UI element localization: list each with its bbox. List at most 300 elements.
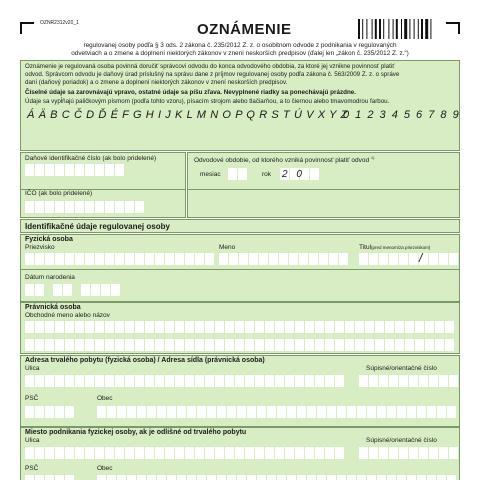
char-box[interactable] bbox=[419, 447, 428, 459]
char-box[interactable] bbox=[177, 406, 186, 418]
char-box[interactable] bbox=[165, 447, 174, 459]
char-box[interactable] bbox=[325, 447, 334, 459]
char-box[interactable] bbox=[245, 447, 254, 459]
char-box[interactable] bbox=[145, 339, 154, 351]
char-box[interactable] bbox=[105, 447, 114, 459]
char-box[interactable] bbox=[137, 475, 146, 480]
title-field[interactable] bbox=[359, 253, 459, 265]
char-box[interactable] bbox=[65, 406, 74, 418]
char-box[interactable] bbox=[117, 475, 126, 480]
char-box[interactable] bbox=[365, 339, 374, 351]
char-box[interactable] bbox=[155, 339, 164, 351]
char-box[interactable] bbox=[25, 321, 34, 333]
char-box[interactable] bbox=[355, 321, 364, 333]
char-box[interactable] bbox=[175, 253, 184, 265]
char-box[interactable] bbox=[217, 475, 226, 480]
char-box[interactable] bbox=[225, 447, 234, 459]
char-box[interactable] bbox=[155, 253, 164, 265]
char-box[interactable] bbox=[357, 475, 366, 480]
char-box[interactable] bbox=[25, 253, 34, 265]
char-box[interactable] bbox=[305, 339, 314, 351]
char-box[interactable] bbox=[255, 321, 264, 333]
char-box[interactable] bbox=[289, 253, 298, 265]
char-box[interactable] bbox=[295, 375, 304, 387]
char-box[interactable] bbox=[115, 375, 124, 387]
char-box[interactable] bbox=[255, 339, 264, 351]
char-box[interactable] bbox=[125, 447, 134, 459]
char-box[interactable] bbox=[185, 339, 194, 351]
char-box[interactable] bbox=[85, 321, 94, 333]
char-box[interactable] bbox=[379, 375, 388, 387]
char-box[interactable] bbox=[447, 406, 456, 418]
char-box[interactable] bbox=[425, 321, 434, 333]
char-box[interactable] bbox=[315, 321, 324, 333]
char-box[interactable] bbox=[335, 339, 344, 351]
char-box[interactable] bbox=[315, 339, 324, 351]
char-box[interactable] bbox=[387, 406, 396, 418]
char-box[interactable] bbox=[439, 447, 448, 459]
birth-date-field[interactable] bbox=[25, 284, 121, 296]
char-box[interactable] bbox=[297, 475, 306, 480]
char-box[interactable] bbox=[187, 475, 196, 480]
char-box[interactable] bbox=[35, 475, 44, 480]
char-box[interactable] bbox=[379, 253, 388, 265]
char-box[interactable] bbox=[305, 447, 314, 459]
char-box[interactable] bbox=[285, 375, 294, 387]
char-box[interactable] bbox=[227, 475, 236, 480]
char-box[interactable] bbox=[175, 447, 184, 459]
char-box[interactable] bbox=[135, 447, 144, 459]
char-box[interactable] bbox=[437, 406, 446, 418]
business-name-field-2[interactable] bbox=[25, 339, 455, 351]
char-box[interactable] bbox=[65, 321, 74, 333]
char-box[interactable] bbox=[399, 447, 408, 459]
char-box[interactable] bbox=[107, 406, 116, 418]
char-box[interactable] bbox=[437, 475, 446, 480]
char-box[interactable] bbox=[295, 339, 304, 351]
char-box[interactable] bbox=[307, 406, 316, 418]
ico-field[interactable] bbox=[25, 201, 145, 213]
char-box[interactable] bbox=[175, 321, 184, 333]
char-box[interactable] bbox=[277, 406, 286, 418]
char-box[interactable] bbox=[185, 321, 194, 333]
char-box[interactable] bbox=[45, 475, 54, 480]
char-box[interactable] bbox=[35, 339, 44, 351]
char-box[interactable] bbox=[339, 253, 348, 265]
char-box[interactable] bbox=[429, 375, 438, 387]
char-box[interactable] bbox=[369, 375, 378, 387]
char-box[interactable] bbox=[55, 375, 64, 387]
char-box[interactable] bbox=[95, 447, 104, 459]
char-box[interactable] bbox=[195, 375, 204, 387]
char-box[interactable] bbox=[375, 321, 384, 333]
char-box[interactable] bbox=[367, 475, 376, 480]
char-box[interactable] bbox=[249, 253, 258, 265]
char-box[interactable] bbox=[25, 339, 34, 351]
char-box[interactable] bbox=[265, 447, 274, 459]
char-box[interactable] bbox=[429, 447, 438, 459]
char-box[interactable] bbox=[95, 253, 104, 265]
char-box[interactable] bbox=[55, 339, 64, 351]
char-box[interactable] bbox=[157, 406, 166, 418]
char-box[interactable] bbox=[145, 253, 154, 265]
char-box[interactable] bbox=[245, 321, 254, 333]
char-box[interactable] bbox=[215, 447, 224, 459]
char-box[interactable] bbox=[449, 375, 458, 387]
char-box[interactable] bbox=[385, 339, 394, 351]
char-box[interactable] bbox=[237, 475, 246, 480]
char-box[interactable] bbox=[127, 406, 136, 418]
char-box[interactable] bbox=[229, 253, 238, 265]
char-box[interactable] bbox=[315, 447, 324, 459]
char-box[interactable] bbox=[45, 339, 54, 351]
char-box[interactable] bbox=[55, 321, 64, 333]
char-box[interactable] bbox=[417, 475, 426, 480]
month-field[interactable] bbox=[228, 168, 248, 180]
char-box[interactable] bbox=[235, 447, 244, 459]
char-box[interactable] bbox=[419, 375, 428, 387]
char-box[interactable] bbox=[205, 375, 214, 387]
address-street-field[interactable] bbox=[25, 375, 345, 387]
char-box[interactable] bbox=[329, 253, 338, 265]
char-box[interactable] bbox=[335, 321, 344, 333]
char-box[interactable] bbox=[115, 447, 124, 459]
address-city-field[interactable] bbox=[97, 406, 457, 418]
char-box[interactable] bbox=[427, 475, 436, 480]
char-box[interactable] bbox=[409, 375, 418, 387]
char-box[interactable] bbox=[429, 253, 438, 265]
char-box[interactable] bbox=[145, 447, 154, 459]
char-box[interactable] bbox=[267, 475, 276, 480]
char-box[interactable] bbox=[449, 253, 458, 265]
char-box[interactable] bbox=[367, 406, 376, 418]
char-box[interactable] bbox=[205, 447, 214, 459]
char-box[interactable] bbox=[135, 339, 144, 351]
char-box[interactable] bbox=[275, 321, 284, 333]
dic-field[interactable] bbox=[25, 164, 125, 176]
char-box[interactable] bbox=[335, 375, 344, 387]
char-box[interactable] bbox=[45, 375, 54, 387]
char-box[interactable] bbox=[125, 253, 134, 265]
char-box[interactable] bbox=[115, 253, 124, 265]
char-box[interactable] bbox=[407, 406, 416, 418]
char-box[interactable] bbox=[115, 321, 124, 333]
char-box[interactable] bbox=[165, 321, 174, 333]
char-box[interactable] bbox=[389, 253, 398, 265]
char-box[interactable] bbox=[439, 253, 448, 265]
char-box[interactable] bbox=[409, 447, 418, 459]
char-box[interactable] bbox=[85, 339, 94, 351]
char-box[interactable] bbox=[245, 375, 254, 387]
char-box[interactable] bbox=[285, 447, 294, 459]
char-box[interactable] bbox=[35, 406, 44, 418]
char-box[interactable] bbox=[105, 321, 114, 333]
char-box[interactable] bbox=[257, 406, 266, 418]
char-box[interactable] bbox=[55, 475, 64, 480]
char-box[interactable] bbox=[97, 406, 106, 418]
char-box[interactable] bbox=[65, 339, 74, 351]
char-box[interactable] bbox=[227, 406, 236, 418]
char-box[interactable] bbox=[107, 475, 116, 480]
char-box[interactable] bbox=[45, 406, 54, 418]
char-box[interactable] bbox=[425, 339, 434, 351]
char-box[interactable] bbox=[369, 253, 378, 265]
char-box[interactable] bbox=[397, 406, 406, 418]
char-box[interactable] bbox=[195, 339, 204, 351]
char-box[interactable] bbox=[157, 475, 166, 480]
business-number-field[interactable] bbox=[359, 447, 459, 459]
char-box[interactable] bbox=[45, 253, 54, 265]
char-box[interactable] bbox=[309, 253, 318, 265]
char-box[interactable] bbox=[165, 375, 174, 387]
char-box[interactable] bbox=[369, 447, 378, 459]
char-box[interactable] bbox=[219, 253, 228, 265]
char-box[interactable] bbox=[97, 475, 106, 480]
char-box[interactable] bbox=[137, 406, 146, 418]
char-box[interactable] bbox=[317, 475, 326, 480]
char-box[interactable] bbox=[25, 447, 34, 459]
char-box[interactable] bbox=[285, 321, 294, 333]
char-box[interactable] bbox=[375, 339, 384, 351]
char-box[interactable] bbox=[75, 447, 84, 459]
char-box[interactable] bbox=[395, 339, 404, 351]
char-box[interactable] bbox=[399, 375, 408, 387]
char-box[interactable] bbox=[75, 375, 84, 387]
char-box[interactable] bbox=[217, 406, 226, 418]
char-box[interactable] bbox=[327, 406, 336, 418]
char-box[interactable] bbox=[387, 475, 396, 480]
char-box[interactable] bbox=[147, 406, 156, 418]
char-box[interactable] bbox=[135, 253, 144, 265]
char-box[interactable] bbox=[377, 406, 386, 418]
char-box[interactable] bbox=[385, 321, 394, 333]
char-box[interactable] bbox=[75, 253, 84, 265]
char-box[interactable] bbox=[435, 321, 444, 333]
char-box[interactable] bbox=[307, 475, 316, 480]
char-box[interactable] bbox=[125, 339, 134, 351]
char-box[interactable] bbox=[147, 475, 156, 480]
char-box[interactable] bbox=[255, 375, 264, 387]
char-box[interactable] bbox=[205, 339, 214, 351]
char-box[interactable] bbox=[305, 375, 314, 387]
char-box[interactable] bbox=[35, 447, 44, 459]
char-box[interactable] bbox=[347, 406, 356, 418]
business-name-field-1[interactable] bbox=[25, 321, 455, 333]
char-box[interactable] bbox=[195, 447, 204, 459]
char-box[interactable] bbox=[125, 321, 134, 333]
char-box[interactable] bbox=[405, 339, 414, 351]
char-box[interactable] bbox=[25, 475, 34, 480]
char-box[interactable] bbox=[395, 321, 404, 333]
name-field[interactable] bbox=[219, 253, 349, 265]
business-street-field[interactable] bbox=[25, 447, 345, 459]
char-box[interactable] bbox=[335, 447, 344, 459]
char-box[interactable] bbox=[197, 406, 206, 418]
char-box[interactable] bbox=[245, 339, 254, 351]
char-box[interactable] bbox=[317, 406, 326, 418]
char-box[interactable] bbox=[55, 406, 64, 418]
char-box[interactable] bbox=[277, 475, 286, 480]
char-box[interactable] bbox=[155, 321, 164, 333]
char-box[interactable] bbox=[195, 253, 204, 265]
char-box[interactable] bbox=[195, 321, 204, 333]
char-box[interactable] bbox=[449, 447, 458, 459]
char-box[interactable] bbox=[105, 253, 114, 265]
char-box[interactable] bbox=[85, 253, 94, 265]
char-box[interactable] bbox=[325, 375, 334, 387]
char-box[interactable] bbox=[275, 447, 284, 459]
char-box[interactable] bbox=[297, 406, 306, 418]
char-box[interactable] bbox=[225, 339, 234, 351]
char-box[interactable] bbox=[279, 253, 288, 265]
char-box[interactable] bbox=[237, 406, 246, 418]
char-box[interactable] bbox=[389, 375, 398, 387]
char-box[interactable] bbox=[145, 321, 154, 333]
char-box[interactable] bbox=[337, 475, 346, 480]
char-box[interactable] bbox=[35, 375, 44, 387]
char-box[interactable] bbox=[345, 339, 354, 351]
char-box[interactable] bbox=[155, 447, 164, 459]
char-box[interactable] bbox=[247, 475, 256, 480]
char-box[interactable] bbox=[359, 447, 368, 459]
char-box[interactable] bbox=[435, 339, 444, 351]
char-box[interactable] bbox=[177, 475, 186, 480]
char-box[interactable] bbox=[55, 447, 64, 459]
char-box[interactable] bbox=[325, 321, 334, 333]
char-box[interactable] bbox=[257, 475, 266, 480]
char-box[interactable] bbox=[75, 321, 84, 333]
char-box[interactable] bbox=[327, 475, 336, 480]
char-box[interactable] bbox=[409, 253, 418, 265]
char-box[interactable] bbox=[365, 321, 374, 333]
char-box[interactable] bbox=[175, 375, 184, 387]
char-box[interactable] bbox=[25, 375, 34, 387]
char-box[interactable] bbox=[295, 447, 304, 459]
char-box[interactable] bbox=[427, 406, 436, 418]
surname-field[interactable] bbox=[25, 253, 215, 265]
char-box[interactable] bbox=[439, 375, 448, 387]
char-box[interactable] bbox=[225, 375, 234, 387]
char-box[interactable] bbox=[265, 339, 274, 351]
char-box[interactable] bbox=[397, 475, 406, 480]
char-box[interactable] bbox=[167, 475, 176, 480]
char-box[interactable] bbox=[135, 321, 144, 333]
char-box[interactable] bbox=[85, 447, 94, 459]
char-box[interactable] bbox=[267, 406, 276, 418]
char-box[interactable] bbox=[415, 321, 424, 333]
char-box[interactable] bbox=[65, 475, 74, 480]
char-box[interactable] bbox=[115, 339, 124, 351]
char-box[interactable] bbox=[165, 339, 174, 351]
char-box[interactable] bbox=[65, 253, 74, 265]
char-box[interactable] bbox=[215, 375, 224, 387]
char-box[interactable] bbox=[315, 375, 324, 387]
char-box[interactable] bbox=[325, 339, 334, 351]
char-box[interactable] bbox=[447, 475, 456, 480]
char-box[interactable] bbox=[45, 321, 54, 333]
char-box[interactable] bbox=[235, 339, 244, 351]
char-box[interactable] bbox=[305, 321, 314, 333]
address-number-field[interactable] bbox=[359, 375, 459, 387]
char-box[interactable] bbox=[359, 375, 368, 387]
char-box[interactable] bbox=[95, 339, 104, 351]
char-box[interactable] bbox=[337, 406, 346, 418]
char-box[interactable] bbox=[377, 475, 386, 480]
char-box[interactable] bbox=[275, 339, 284, 351]
char-box[interactable] bbox=[197, 475, 206, 480]
char-box[interactable] bbox=[155, 375, 164, 387]
char-box[interactable] bbox=[247, 406, 256, 418]
char-box[interactable] bbox=[417, 406, 426, 418]
char-box[interactable] bbox=[105, 339, 114, 351]
char-box[interactable] bbox=[299, 253, 308, 265]
char-box[interactable] bbox=[359, 253, 368, 265]
char-box[interactable] bbox=[205, 253, 214, 265]
char-box[interactable] bbox=[55, 253, 64, 265]
char-box[interactable] bbox=[287, 475, 296, 480]
char-box[interactable] bbox=[285, 339, 294, 351]
char-box[interactable] bbox=[65, 375, 74, 387]
char-box[interactable] bbox=[185, 447, 194, 459]
char-box[interactable] bbox=[347, 475, 356, 480]
char-box[interactable] bbox=[187, 406, 196, 418]
char-box[interactable] bbox=[215, 339, 224, 351]
char-box[interactable] bbox=[105, 375, 114, 387]
char-box[interactable] bbox=[207, 406, 216, 418]
char-box[interactable] bbox=[399, 253, 408, 265]
char-box[interactable] bbox=[259, 253, 268, 265]
char-box[interactable] bbox=[235, 375, 244, 387]
char-box[interactable] bbox=[345, 321, 354, 333]
address-zip-field[interactable] bbox=[25, 406, 75, 418]
char-box[interactable] bbox=[207, 475, 216, 480]
char-box[interactable] bbox=[265, 375, 274, 387]
char-box[interactable] bbox=[65, 447, 74, 459]
char-box[interactable] bbox=[255, 447, 264, 459]
char-box[interactable] bbox=[185, 253, 194, 265]
char-box[interactable] bbox=[125, 375, 134, 387]
char-box[interactable] bbox=[165, 253, 174, 265]
char-box[interactable] bbox=[407, 475, 416, 480]
char-box[interactable] bbox=[275, 375, 284, 387]
char-box[interactable] bbox=[215, 321, 224, 333]
char-box[interactable] bbox=[85, 375, 94, 387]
char-box[interactable] bbox=[45, 447, 54, 459]
char-box[interactable] bbox=[319, 253, 328, 265]
char-box[interactable] bbox=[405, 321, 414, 333]
char-box[interactable] bbox=[175, 339, 184, 351]
business-zip-field[interactable] bbox=[25, 475, 75, 480]
char-box[interactable] bbox=[415, 339, 424, 351]
char-box[interactable] bbox=[239, 253, 248, 265]
char-box[interactable] bbox=[357, 406, 366, 418]
char-box[interactable] bbox=[379, 447, 388, 459]
char-box[interactable] bbox=[95, 375, 104, 387]
char-box[interactable] bbox=[235, 321, 244, 333]
char-box[interactable] bbox=[269, 253, 278, 265]
char-box[interactable] bbox=[35, 253, 44, 265]
char-box[interactable] bbox=[145, 375, 154, 387]
char-box[interactable] bbox=[287, 406, 296, 418]
char-box[interactable] bbox=[135, 375, 144, 387]
business-city-field[interactable] bbox=[97, 475, 457, 480]
char-box[interactable] bbox=[389, 447, 398, 459]
char-box[interactable] bbox=[185, 375, 194, 387]
char-box[interactable] bbox=[35, 321, 44, 333]
char-box[interactable] bbox=[127, 475, 136, 480]
char-box[interactable] bbox=[205, 321, 214, 333]
char-box[interactable] bbox=[265, 321, 274, 333]
